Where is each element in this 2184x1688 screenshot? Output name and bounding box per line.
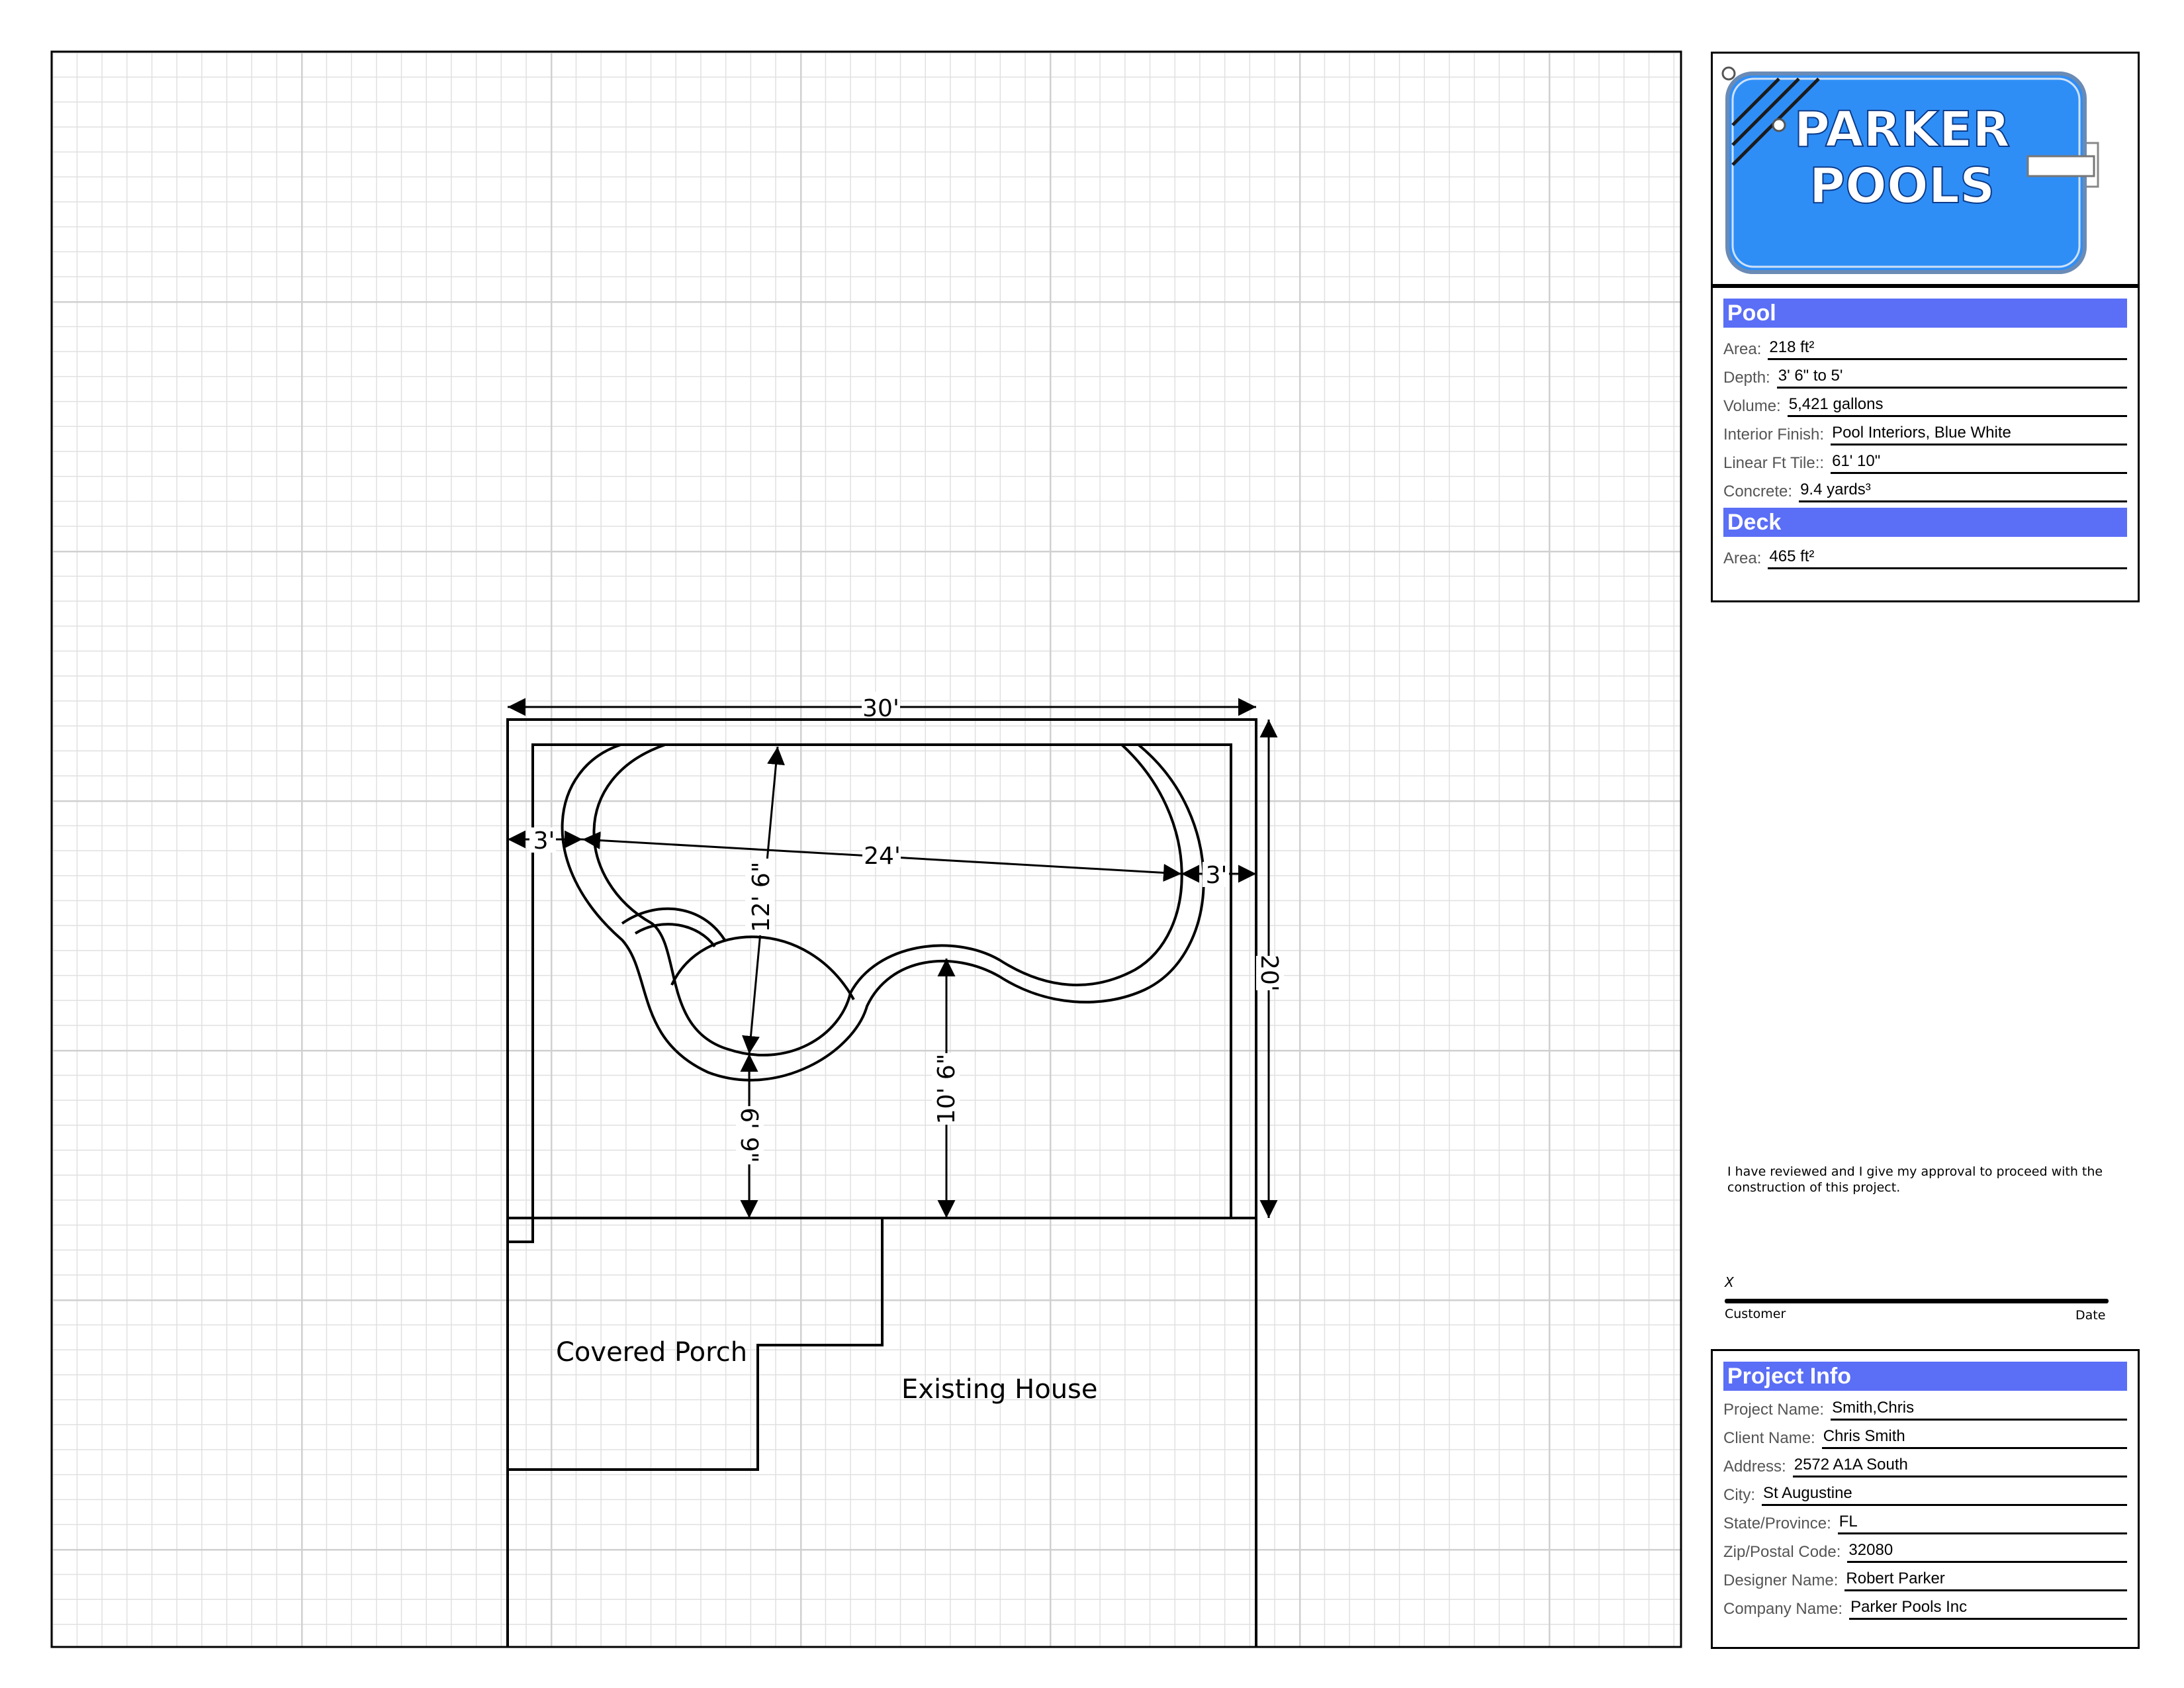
project-field-state: State/Province: FL: [1723, 1506, 2127, 1534]
pool-field-interior-finish: Interior Finish: Pool Interiors, Blue White: [1723, 417, 2127, 445]
setback-to-house-right-label: 10' 6": [933, 1053, 960, 1125]
deck-field-area: Area: 465 ft²: [1723, 541, 2127, 569]
pool-field-list: [1713, 332, 2138, 502]
logo-panel: [1711, 52, 2140, 286]
signature-mark: X: [1725, 1274, 1734, 1290]
project-info-panel: [1711, 1349, 2140, 1649]
overall-width-label: 30': [862, 695, 899, 722]
pool-width-label: 12' 6": [748, 861, 775, 933]
left-setback-label: 3': [533, 827, 555, 855]
overall-depth-label: 20': [1255, 955, 1283, 992]
project-field-zip: Zip/Postal Code: 32080: [1723, 1534, 2127, 1563]
existing-house-label: Existing House: [901, 1374, 1098, 1405]
project-field-company-name: Company Name: Parker Pools Inc: [1723, 1591, 2127, 1620]
project-field-city: City: St Augustine: [1723, 1477, 2127, 1506]
right-setback-label: 3': [1205, 862, 1228, 889]
approval-statement: I have reviewed and I give my approval to proceed with the construction of this project.: [1727, 1164, 2103, 1195]
logo-text-line1: PARKER: [1794, 101, 2011, 158]
customer-label: Customer: [1725, 1307, 1786, 1321]
pool-field-volume: Volume: 5,421 gallons: [1723, 389, 2127, 417]
pool-field-concrete: Concrete: 9.4 yards³: [1723, 474, 2127, 502]
pool-length-label: 24': [864, 843, 901, 870]
deck-section-header: Deck: [1723, 508, 2127, 537]
project-field-client-name: Client Name: Chris Smith: [1723, 1421, 2127, 1449]
project-info-header: Project Info: [1723, 1362, 2127, 1391]
pool-field-linear-ft-tile: Linear Ft Tile:: 61' 10": [1723, 445, 2127, 474]
setback-to-house-left-label: 6' 9": [735, 1107, 762, 1163]
project-field-project-name: Project Name: Smith,Chris: [1723, 1392, 2127, 1421]
pool-section-header: Pool: [1723, 299, 2127, 328]
project-field-designer-name: Designer Name: Robert Parker: [1723, 1563, 2127, 1591]
logo-text-line2: POOLS: [1809, 158, 1995, 214]
pool-specs-panel: [1711, 286, 2140, 602]
pool-field-area: Area: 218 ft²: [1723, 332, 2127, 360]
signature-line[interactable]: [1725, 1299, 2109, 1303]
date-label: Date: [2075, 1308, 2106, 1323]
pool-field-depth: Depth: 3' 6" to 5': [1723, 360, 2127, 389]
project-field-address: Address: 2572 A1A South: [1723, 1449, 2127, 1477]
covered-porch-label: Covered Porch: [556, 1337, 748, 1368]
parker-pools-logo: [1713, 54, 2138, 284]
